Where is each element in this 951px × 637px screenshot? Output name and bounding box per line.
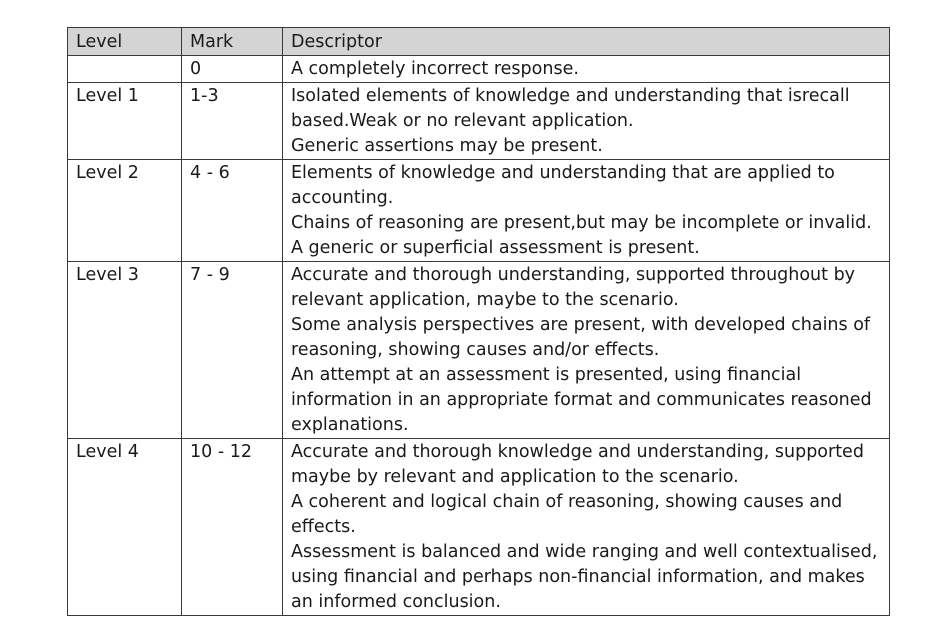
mark-cell: 10 - 12 — [182, 439, 283, 616]
header-row — [68, 28, 890, 56]
level-cell: Level 1 — [68, 83, 182, 160]
table-row — [68, 56, 890, 83]
descriptor-line: An attempt at an assessment is presented, using financial information in an appropriate format and communicates reasoned explanations. — [291, 365, 872, 435]
descriptor-line: Isolated elements of knowledge and understanding that isrecall based.Weak or no relevant application. — [291, 86, 850, 131]
table-body — [68, 56, 890, 616]
table-row — [68, 83, 890, 160]
descriptor-line: Assessment is balanced and wide ranging and well contextualised, using financial and perhaps non-financial information, and makes an informed conclusion. — [291, 542, 878, 612]
descriptor-line: Accurate and thorough knowledge and understanding, supported maybe by relevant and application to the scenario. — [291, 442, 864, 487]
descriptor-cell — [283, 262, 890, 439]
descriptor-line: A generic or superficial assessment is present. — [291, 238, 700, 258]
mark-cell: 0 — [182, 56, 283, 83]
descriptor-line: Generic assertions may be present. — [291, 136, 603, 156]
level-cell: Level 2 — [68, 160, 182, 262]
descriptor-cell — [283, 56, 890, 83]
descriptor-cell — [283, 83, 890, 160]
mark-scheme-table — [67, 27, 890, 616]
descriptor-cell — [283, 439, 890, 616]
mark-cell: 1-3 — [182, 83, 283, 160]
table-header — [68, 28, 890, 56]
table-row — [68, 160, 890, 262]
descriptor-cell — [283, 160, 890, 262]
mark-cell: 4 - 6 — [182, 160, 283, 262]
header-level: Level — [68, 28, 182, 56]
descriptor-line: Elements of knowledge and understanding that are applied to accounting. — [291, 163, 835, 208]
mark-cell: 7 - 9 — [182, 262, 283, 439]
descriptor-line: A completely incorrect response. — [291, 59, 579, 79]
header-mark: Mark — [182, 28, 283, 56]
header-descriptor: Descriptor — [283, 28, 890, 56]
descriptor-line: A coherent and logical chain of reasoning, showing causes and effects. — [291, 492, 843, 537]
descriptor-line: Accurate and thorough understanding, supported throughout by relevant application, maybe to the scenario. — [291, 265, 856, 310]
table-row — [68, 439, 890, 616]
level-cell: Level 4 — [68, 439, 182, 616]
table-row — [68, 262, 890, 439]
descriptor-line: Chains of reasoning are present,but may be incomplete or invalid. — [291, 213, 872, 233]
level-cell: Level 3 — [68, 262, 182, 439]
descriptor-line: Some analysis perspectives are present, with developed chains of reasoning, showing causes and/or effects. — [291, 315, 871, 360]
level-cell — [68, 56, 182, 83]
